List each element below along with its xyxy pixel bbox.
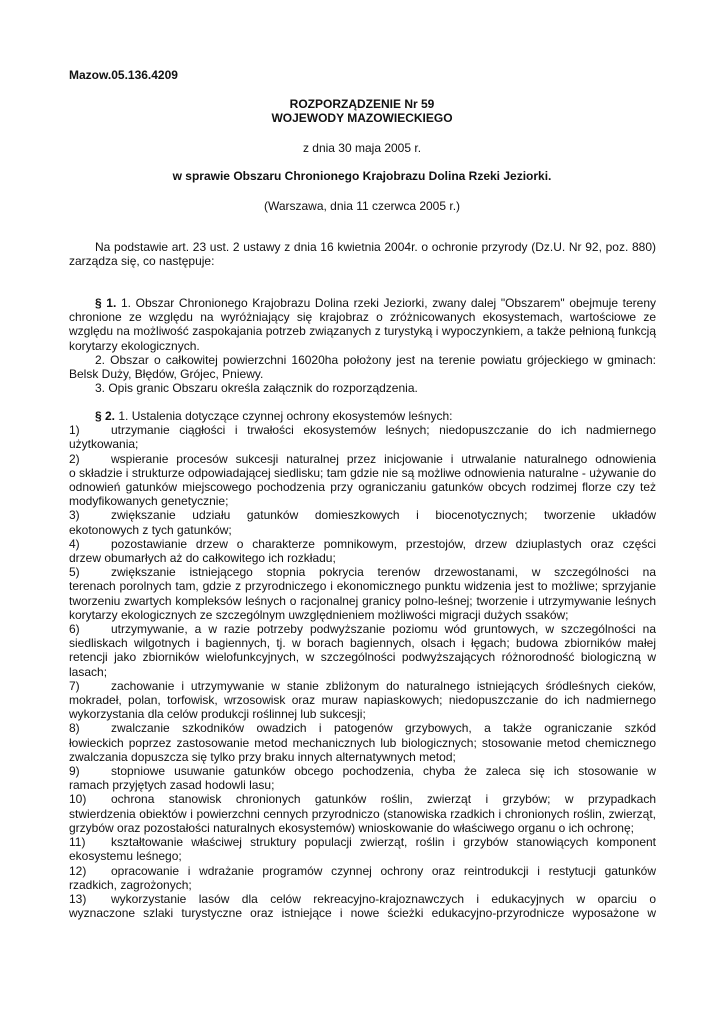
list-item: [69, 622, 656, 679]
list-item-first-line: zachowanie i utrzymywanie w stanie zbliżonym do naturalnego istniejących śródleśnych cieków,: [111, 678, 656, 693]
list-item-continuation: mokradeł, polan, torfowisk, wrzosowisk oraz muraw napiaskowych; niedopuszczanie do ich nadmiernego wykorzystania dla celów produkcji roślinnej lub sukcesji;: [69, 693, 656, 722]
section-1-text-2: 2. Obszar o całkowitej powierzchni 16020ha położony jest na terenie powiatu grójeckiego w gminach: Belsk Duży, Błędów, Grójec, Pniewy.: [69, 352, 656, 382]
list-item-first-line: opracowanie i wdrażanie programów czynnej ochrony oraz reintrodukcji i restytucji gatunków: [111, 863, 656, 878]
list-item-number: 2): [69, 451, 80, 466]
title-line-1: ROZPORZĄDZENIE Nr 59: [289, 97, 435, 111]
list-item: [69, 764, 656, 792]
list-item-continuation: siedliskach wilgotnych i bagiennych, tj. w borach bagiennych, olsach i łęgach; budowa zbiorników małej retencji jako zbiorników wielofunkcyjnych, w szczególności podwyższających różnorodność biologiczną w lasach;: [69, 636, 656, 679]
document-id: Mazow.05.136.4209: [69, 68, 178, 82]
list-item-continuation: rzadkich, zagrożonych;: [69, 877, 192, 892]
list-item-continuation: drzew obumarłych aż do całkowitego ich rozkładu;: [69, 551, 336, 566]
list-item: [69, 537, 656, 565]
section-2: [69, 409, 656, 920]
list-item-continuation: łowieckich poprzez zastosowanie metod mechanicznych lub biologicznych; stosowanie metod chemicznego zwalczania dopuszcza się tylko przy braku innych alternatywnych metod;: [69, 735, 656, 764]
list-item-first-line: kształtowanie właściwej struktury populacji zwierząt, roślin i grzybów stanowiących komponent: [111, 835, 656, 850]
publication-note: (Warszawa, dnia 11 czerwca 2005 r.): [263, 199, 461, 213]
intro-paragraph: Na podstawie art. 23 ust. 2 ustawy z dnia 16 kwietnia 2004r. o ochronie przyrody (Dz.U. Nr 92, poz. 880) zarządza się, co następuje:: [69, 240, 656, 269]
document-date: z dnia 30 maja 2005 r.: [302, 141, 422, 155]
list-item: [69, 792, 656, 835]
list-item-first-line: ochrona stanowisk chronionych gatunków roślin, zwierząt i grzybów; w przypadkach: [111, 792, 656, 807]
list-item: [69, 508, 656, 536]
list-item-first-line: stopniowe usuwanie gatunków obcego pochodzenia, chyba że zaleca się ich stosowanie w: [111, 764, 656, 779]
list-item-number: 13): [69, 891, 87, 906]
list-item-number: 4): [69, 536, 80, 551]
title-line-2: WOJEWODY MAZOWIECKIEGO: [271, 111, 453, 125]
list-item-continuation: ekosystemu leśnego;: [69, 849, 182, 864]
list-item: [69, 835, 656, 863]
list-item-continuation: terenach porolnych tam, gdzie z przyrodniczego i ekonomicznego punktu widzenia jest to możliwe; sprzyjanie tworzeniu zwartych kompleksów leśnych o racjonalnej granicy polno-leśnej; tworzenie i utrzymywanie leśnych korytarzy ekologicznych ze szczególnym uwzględnieniem możliwości migracji dużych ssaków;: [69, 579, 656, 622]
section-2-heading: [69, 409, 656, 423]
section-1-text-3: 3. Opis granic Obszaru określa załącznik do rozporządzenia.: [95, 381, 418, 396]
list-item-first-line: pozostawianie drzew o charakterze pomnikowym, przestojów, drzew dziuplastych oraz części: [111, 536, 656, 551]
list-item-number: 5): [69, 565, 80, 580]
list-item-continuation: użytkowania;: [69, 437, 139, 452]
list-item-first-line: wykorzystanie lasów dla celów rekreacyjno-krajoznawczych i edukacyjnych w oparciu o: [111, 891, 656, 906]
list-item-number: 10): [69, 792, 87, 807]
list-item: [69, 864, 656, 892]
section-1-paragraph-2: [69, 353, 656, 381]
list-item-first-line: zwiększanie udziału gatunków domieszkowych i biocenotycznych; tworzenie układów: [111, 508, 656, 523]
list-item: [69, 565, 656, 622]
list-item-continuation: o składzie i strukturze odpowiadającej siedlisku; tam gdzie nie są możliwe odnowienia naturalne - używanie do odnowień gatunków miejscowego pochodzenia przy ograniczaniu gatunków obcych rodzimej florze czy też modyfikowanych genetycznie;: [69, 465, 656, 509]
list-item-number: 3): [69, 508, 80, 523]
list-item-number: 6): [69, 622, 80, 637]
list-item: [69, 452, 656, 509]
section-2-list: [69, 423, 656, 920]
section-1-paragraph-1: [69, 296, 656, 353]
section-1-text-1: 1. Obszar Chronionego Krajobrazu Dolina rzeki Jeziorki, zwany dalej "Obszarem" obejmuje tereny chronione ze względu na wyróżniający się krajobraz o zróżnicowanych ekosystemach, wartościowe ze względu na możliwość zaspokajania potrzeb związanych z turystyką i wypoczynkiem, a także pełnioną funkcją korytarzy ekologicznych.: [69, 296, 657, 353]
section-2-head-text: 1. Ustalenia dotyczące czynnej ochrony ekosystemów leśnych:: [118, 409, 453, 423]
list-item-continuation: ekotonowych z tych gatunków;: [69, 522, 232, 537]
list-item-first-line: zwiększanie istniejącego stopnia pokrycia terenów drzewostanami, w szczególności na: [111, 565, 656, 580]
list-item: [69, 721, 656, 764]
list-item: [69, 423, 656, 451]
list-item-first-line: zwalczanie szkodników owadzich i patogenów grzybowych, a także ograniczanie szkód: [111, 721, 656, 736]
section-1-label: § 1.: [95, 296, 117, 310]
list-item: [69, 892, 656, 920]
section-1-paragraph-3: [69, 381, 656, 395]
list-item-first-line: utrzymywanie, a w razie potrzeby podwyższanie poziomu wód gruntowych, w szczególności na: [111, 622, 656, 637]
list-item-number: 8): [69, 721, 80, 736]
list-item-number: 1): [69, 423, 80, 438]
list-item-first-line: utrzymanie ciągłości i trwałości ekosystemów leśnych; niedopuszczanie do ich nadmiernego: [111, 423, 656, 438]
list-item-continuation: stwierdzenia obiektów i powierzchni cennych przyrodniczo (stanowiska rzadkich i chronionych roślin, zwierząt, grzybów oraz pozostałości naturalnych ekosystemów) wnioskowanie do właściwego organu o ich ochronę;: [69, 806, 656, 835]
list-item: [69, 679, 656, 722]
list-item-number: 7): [69, 678, 80, 693]
list-item-number: 9): [69, 764, 80, 779]
list-item-number: 11): [69, 835, 86, 850]
document-subject: w sprawie Obszaru Chronionego Krajobrazu Dolina Rzeki Jeziorki.: [172, 169, 552, 183]
section-1: [69, 296, 656, 395]
list-item-first-line: wspieranie procesów sukcesji naturalnej przez inicjowanie i utrwalanie naturalnego odnowienia: [111, 451, 656, 466]
list-item-continuation: ramach przyjętych zasad hodowli lasu;: [69, 778, 275, 793]
list-item-number: 12): [69, 863, 87, 878]
list-item-continuation: wyznaczone szlaki turystyczne oraz istniejące i nowe ścieżki edukacyjno-przyrodnicze wyposażone w: [69, 906, 656, 921]
section-2-label: § 2.: [95, 409, 116, 423]
